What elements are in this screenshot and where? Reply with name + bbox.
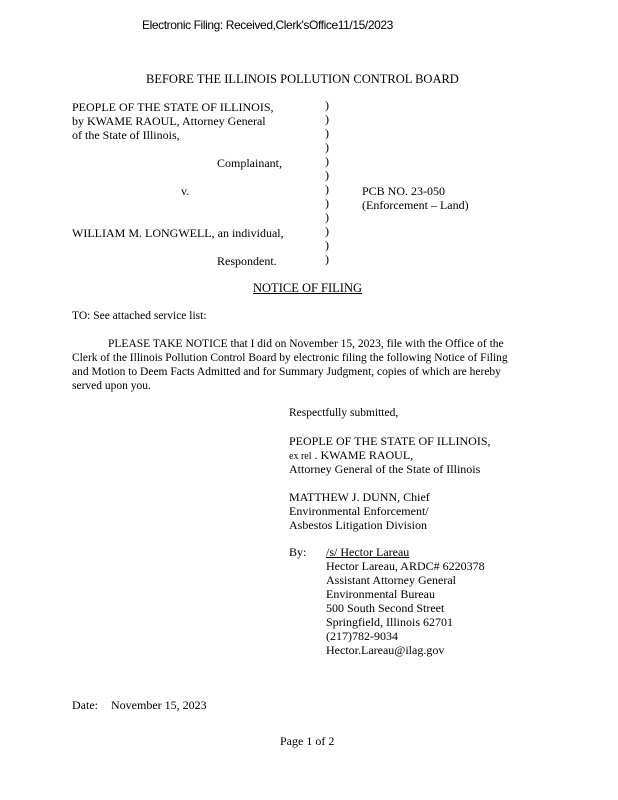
case-type: (Enforcement – Land) bbox=[362, 198, 469, 212]
signature-line: /s/ Hector Lareau bbox=[326, 545, 410, 559]
page-number: Page 1 of 2 bbox=[280, 734, 335, 748]
caption-paren: ) bbox=[325, 196, 329, 210]
complainant-line-2: by KWAME RAOUL, Attorney General bbox=[72, 114, 266, 128]
caption-paren: ) bbox=[325, 98, 329, 112]
to-line: TO: See attached service list: bbox=[72, 310, 207, 322]
case-number: PCB NO. 23-050 bbox=[362, 184, 446, 198]
notice-paragraph bbox=[72, 337, 532, 393]
division-line-3: Asbestos Litigation Division bbox=[289, 518, 427, 532]
caption-paren: ) bbox=[325, 210, 329, 224]
complainant-line-3: of the State of Illinois, bbox=[72, 128, 180, 142]
contact-email: Hector.Lareau@ilag.gov bbox=[326, 643, 445, 657]
closing: Respectfully submitted, bbox=[289, 407, 399, 419]
complainant-line-1: PEOPLE OF THE STATE OF ILLINOIS, bbox=[72, 100, 274, 114]
caption-paren: ) bbox=[325, 140, 329, 154]
party-line-3: Attorney General of the State of Illinois bbox=[289, 462, 481, 476]
document-title: NOTICE OF FILING bbox=[253, 281, 363, 295]
contact-line: Hector Lareau, ARDC# 6220378 bbox=[326, 559, 485, 573]
paragraph-line: Clerk of the Illinois Pollution Control Board by electronic filing the following Notice of Filing bbox=[72, 352, 508, 364]
contact-line: 500 South Second Street bbox=[326, 601, 445, 615]
paragraph-line: and Motion to Deem Facts Admitted and for Summary Judgment, copies of which are hereby bbox=[72, 366, 501, 378]
caption-paren: ) bbox=[325, 154, 329, 168]
respondent-name: WILLIAM M. LONGWELL, an individual, bbox=[72, 226, 284, 240]
caption-divider bbox=[325, 98, 329, 266]
versus: v. bbox=[181, 184, 190, 198]
contact-line: Environmental Bureau bbox=[326, 587, 435, 601]
date-value: November 15, 2023 bbox=[111, 698, 207, 712]
by-label: By: bbox=[289, 545, 307, 559]
division-line-2: Environmental Enforcement/ bbox=[289, 504, 429, 518]
contact-line: Assistant Attorney General bbox=[326, 573, 456, 587]
caption-paren: ) bbox=[325, 252, 329, 266]
ex-rel: ex rel bbox=[289, 451, 312, 462]
caption-paren: ) bbox=[325, 182, 329, 196]
caption-paren: ) bbox=[325, 126, 329, 140]
caption-paren: ) bbox=[325, 112, 329, 126]
party-line-1: PEOPLE OF THE STATE OF ILLINOIS, bbox=[289, 434, 491, 448]
contact-line: (217)782-9034 bbox=[326, 629, 398, 643]
filing-stamp: Electronic Filing: Received,Clerk'sOffice11/15/2023 bbox=[142, 18, 393, 32]
respondent-label: Respondent. bbox=[217, 254, 277, 268]
complainant-label: Complainant, bbox=[217, 156, 282, 170]
paragraph-line: PLEASE TAKE NOTICE that I did on November 15, 2023, file with the Office of the bbox=[108, 338, 504, 350]
party-name: . KWAME RAOUL, bbox=[314, 448, 414, 462]
division-line-1: MATTHEW J. DUNN, Chief bbox=[289, 490, 430, 504]
paragraph-line: served upon you. bbox=[72, 380, 151, 392]
caption-paren: ) bbox=[325, 224, 329, 238]
court-heading: BEFORE THE ILLINOIS POLLUTION CONTROL BOARD bbox=[146, 72, 459, 86]
contact-line: Springfield, Illinois 62701 bbox=[326, 615, 453, 629]
caption-paren: ) bbox=[325, 238, 329, 252]
date-label: Date: bbox=[72, 698, 98, 712]
caption-paren: ) bbox=[325, 168, 329, 182]
